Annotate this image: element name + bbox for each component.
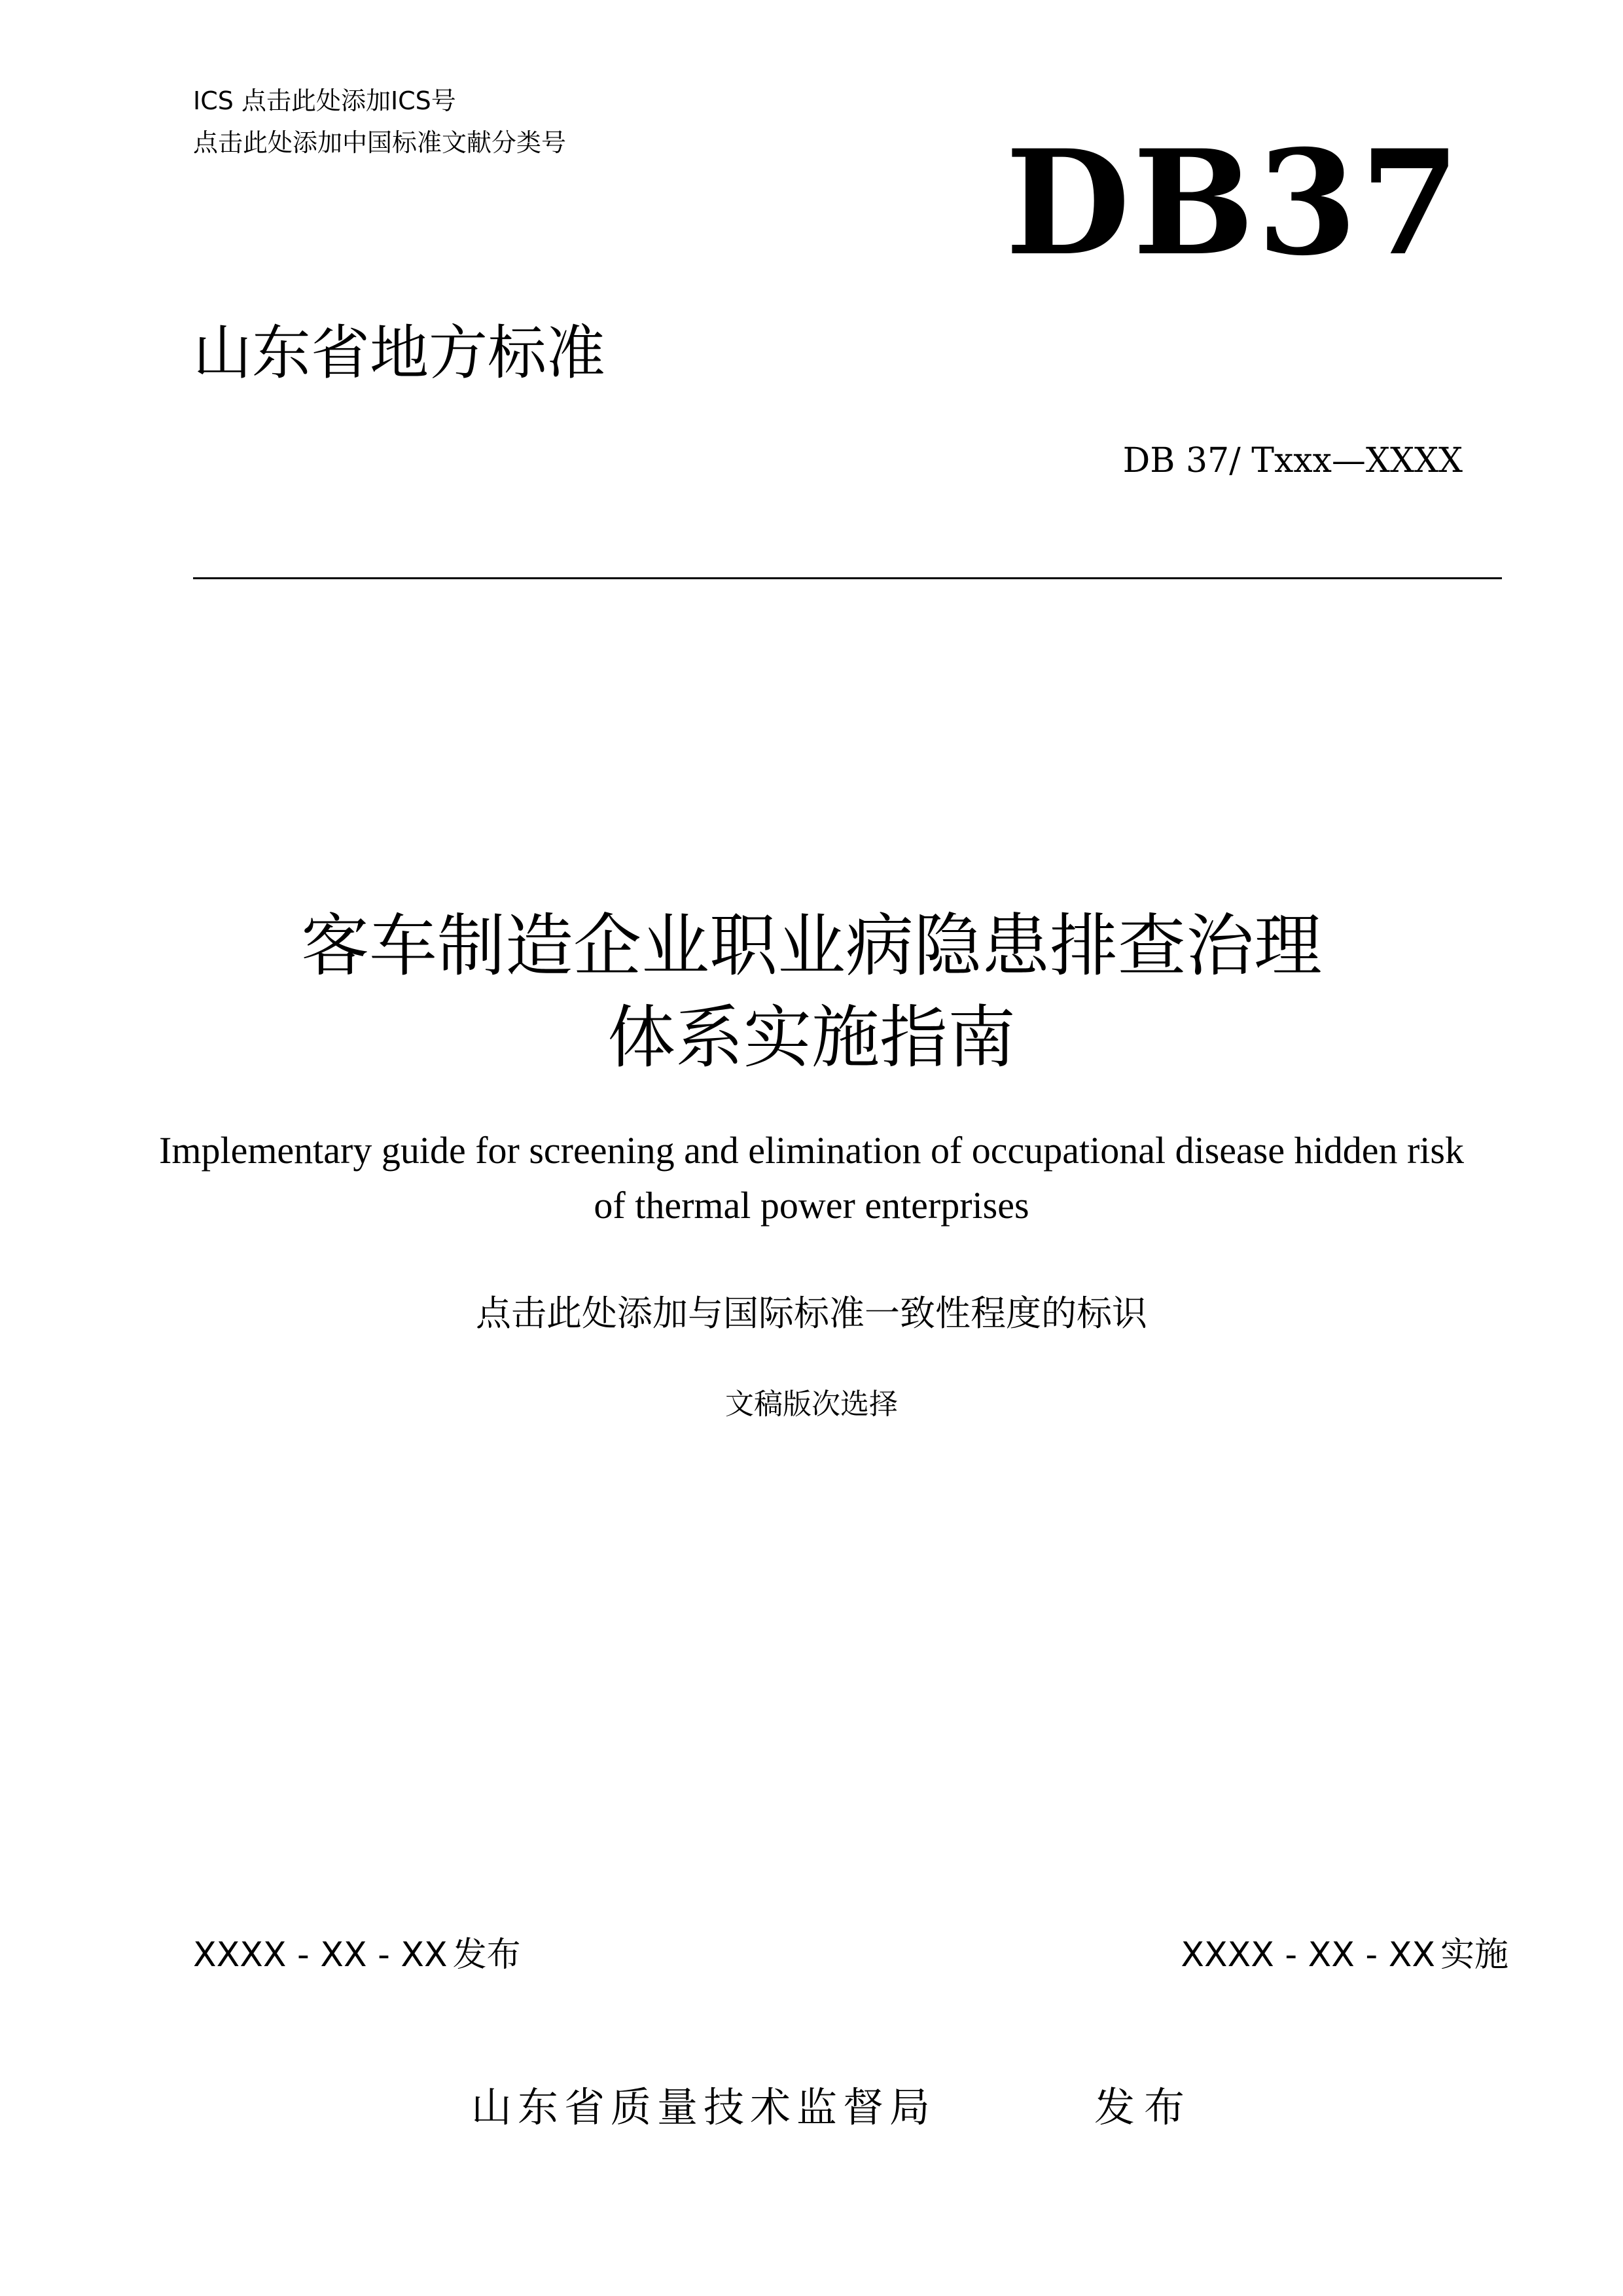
implement-date: XXXX - XX - XX	[1181, 1935, 1435, 1975]
ccs-classification-code: 点击此处添加中国标准文献分类号	[193, 128, 567, 157]
publish-date-line	[193, 1934, 521, 1976]
title-english-line-2: of thermal power enterprises	[594, 1184, 1029, 1227]
standard-number: DB 37/ Txxx—XXXX	[1122, 441, 1463, 480]
title-english	[0, 1123, 1623, 1233]
issuing-authority: 山东省质量技术监督局	[471, 2083, 936, 2131]
draft-version: 文稿版次选择	[725, 1388, 898, 1421]
title-chinese-line-2: 体系实施指南	[607, 997, 1016, 1077]
implement-date-line	[1181, 1934, 1508, 1976]
standard-logo-mark: DB37	[1005, 118, 1463, 287]
publish-label: 发布	[452, 1935, 521, 1975]
issue-label: 发布	[1094, 2083, 1194, 2131]
implement-label: 实施	[1440, 1935, 1508, 1975]
title-chinese	[0, 900, 1623, 1083]
title-english-line-1: Implementary guide for screening and elimination of occupational disease hidden risk	[159, 1129, 1464, 1172]
consistency-mark: 点击此处添加与国际标准一致性程度的标识	[476, 1293, 1147, 1334]
ics-code: ICS 点击此处添加ICS号	[193, 86, 456, 115]
standard-type-heading: 山东省地方标准	[193, 319, 605, 387]
publish-date: XXXX - XX - XX	[193, 1935, 448, 1975]
header-divider	[193, 577, 1502, 579]
title-chinese-line-1: 客车制造企业职业病隐患排查治理	[300, 906, 1322, 986]
